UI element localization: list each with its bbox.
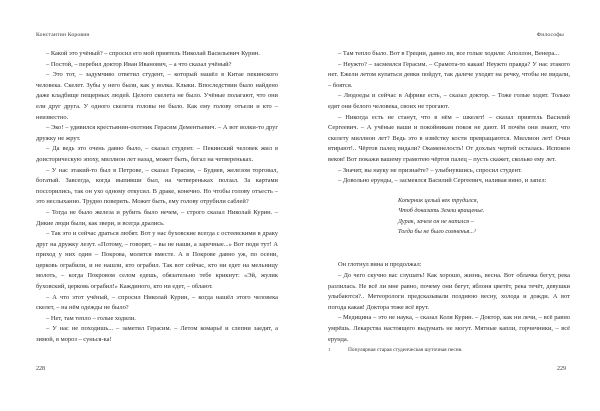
paragraph: – Какой это учёный? – спросил его мой приятель Николай Васильевич Курин. [46, 50, 260, 57]
paragraph: – Постой, – перебил доктор Иван Иванович, – а что сказал учёный? [46, 60, 232, 68]
paragraph: – Нет, там тепло – голые ходили. [46, 314, 136, 322]
paragraph: – Людоеды и сейчас в Африке есть, – сказал доктор. – Тоже голые ходят. Только едят они белого человека, своих не трогают. [328, 92, 570, 110]
paragraph: – А что этот учёный, – спросил Николай Курин, – когда нашёл этого человека скелет, – на нём одежды не было? [36, 293, 278, 312]
poem-line: Дурак, зачем он не напился – [398, 217, 474, 225]
paragraph: Он глотнул вина и продолжал: [338, 261, 422, 269]
poem-line: Чтоб доказать Земли вращенье. [398, 207, 485, 215]
paragraph: – У нас этакий-то был в Петрове, – сказал Герасим, – Будиев, железом торговал, богатый. Завсегда, когда выпивши был, на четвереньках ползал. За картами поссорились, так он ухо одному откусил. В драке, конечно. Но чтобы голову отъесть – это неслыханно. Трудно поверить. Может быть, ему голову отрубили саблей? [36, 166, 278, 206]
paragraph: – Это тот, – задумчиво ответил студент, – который нашёл в Китае пекинского человека. Скелет. Зубы у него были, как у волка. Клыки. Впоследствии было найдено даже кладбище пещерных людей. Целого скелета не было. Учёные полагают, что они ели друг друга. У одного скелета головы не было. Как ему голову отъели и кто – неизвестно. [36, 71, 278, 121]
paragraph: – Неужто? – засмеялся Герасим. – Срамота-то какая! Неужто правда? У нас этакого нет. Ежели летом купаться девки пойдут, так далече уходят на речку, чтобы не видали, – боятся. [328, 60, 570, 89]
footnote-mark: 1 [328, 347, 331, 352]
paragraph: – Довольно ерунды, – засмеялся Василий Сергеевич, наливая вино, и запел: [338, 177, 547, 185]
page-number: 229 [557, 366, 566, 372]
paragraph: – Значит, вы науку не признаёте? – улыбнувшись, спросил студент. [338, 166, 522, 174]
right-page-body [328, 49, 570, 345]
footnote-text: Популярная старая студенческая шуточная песня. [348, 347, 463, 353]
paragraph: – До чего скучно вас слушать! Как хорошо, жизнь, весна. Вот облачка бегут, река разлилась. Не всё ли мне равно, почему они бегут, яблоня цветёт, река течёт, девушки улыбаются?.. Метеорологи предсказывали позднюю весну, холода и дожди. А вот погода какая! Доктора тоже всё врут. [328, 271, 570, 311]
paragraph: – Тогда не было железа и рубить было нечем, – строго сказал Николай Курин. – Дикие люди были, как звери, и всегда дрались. [36, 208, 278, 227]
page-number: 228 [36, 366, 45, 372]
paragraph: – Медицина – это не наука, – сказал Коля Курин. – Доктор, как ни лечи, – всё равно умрёшь. Лекарства настоящего выдумать не могут. Мятные капли, горчичники, – всё ерунда. [328, 314, 570, 343]
poem-line: Тогда бы не было сомненья...¹ [398, 227, 476, 235]
poem-line: Коперник целый век трудился, [398, 196, 479, 204]
paragraph: – Там тепло было. Вот в Греции, давно ли, все голые ходили: Аполлон, Венера... [338, 50, 560, 57]
left-page-body [36, 49, 278, 346]
running-head-author: Константин Коровин [36, 32, 90, 38]
section-gap [328, 247, 570, 260]
paragraph: – У нас не походишь... – заметил Герасим. – Летом комарьё и слепни заедят, а зимой, в мороз – сунься-ка! [36, 325, 278, 344]
paragraph: – Никогда есть не станут, что в нём – шкелет! – сказал приятель Василий Сергеевич. – А учёные ваши и покойникам покоя не дают. И почём они знают, что скелету миллион лет? Ведь это в извёстку кости превращаются. Миллион лет! Очки втирают!.. Чёртов палец видали? Окаменелость! От дохлых чертей осталась. Испокон веков! Вот покажи вашему грамотею чёртов палец – пусть скажет, сколько ему лет. [328, 113, 570, 163]
poem-verse [398, 196, 570, 238]
right-page [300, 0, 600, 411]
paragraph: – Да ведь это очень давно было, – сказал студент. – Пекинский человек жил в доисторическую эпоху, миллион лет назад, может быть, бегал на четвереньках. [36, 145, 278, 163]
running-head-chapter: Философы [536, 32, 564, 38]
footnote [328, 347, 570, 353]
paragraph: – Так это и сейчас драться любят. Вот у нас буховские всегда с остеевскими в драку друг на дружку лезут. «Потому, – говорят, – вы не наши, а заречные...» Вот поди тут! А приход у них один – Покрова, молятся вместе. А в Покрове давно уж, по осени, церковь ограбили, и не нашли, кто ограбил. Так вот сейчас, кто ни едет на мельницу молоть, – когда Покровом селом едешь, обязательно тебе крикнут: «Эй, жулик буховский, церковь ограбил!» Каждиного, кто ни едет, – облают. [36, 230, 278, 291]
paragraph: – Эко! – удивился крестьянин-охотник Герасим Дементьевич. – А вот волки-то друг дружку не жрут. [36, 124, 278, 142]
